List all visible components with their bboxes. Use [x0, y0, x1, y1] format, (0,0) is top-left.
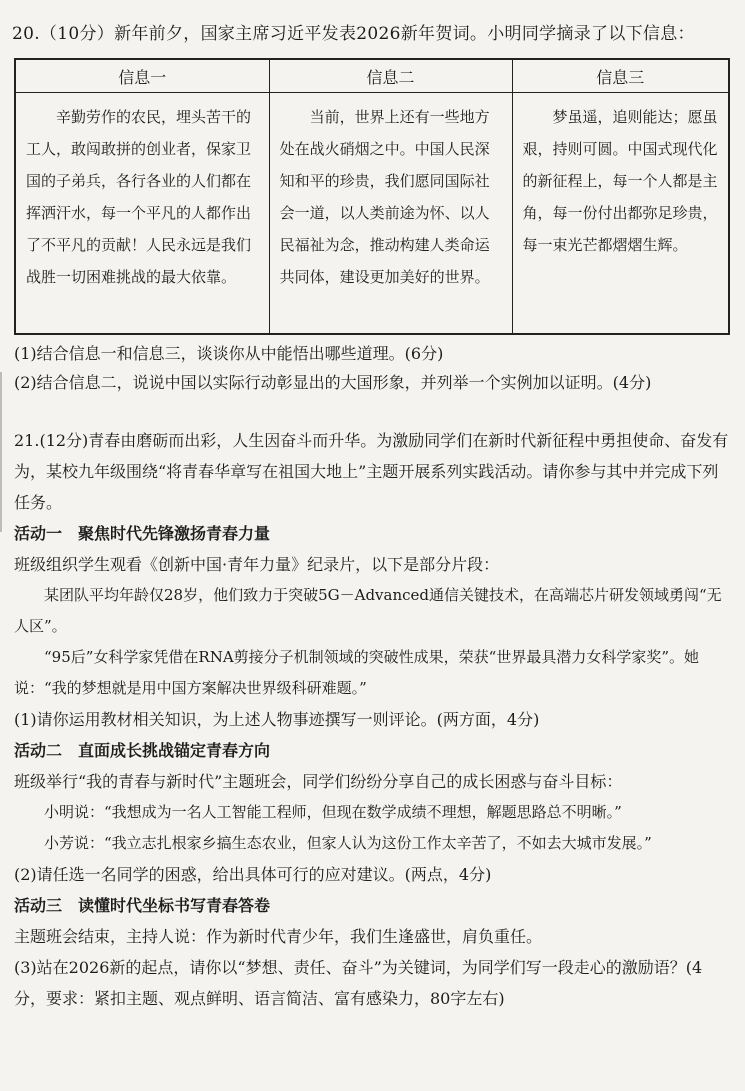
- activity-3-desc: 主题班会结束，主持人说：作为新时代青少年，我们生逢盛世，肩负重任。: [14, 927, 543, 946]
- q20-sub-question-2: (2)结合信息二，说说中国以实际行动彰显出的大国形象，并列举一个实例加以证明。(4分): [14, 373, 652, 392]
- activity-3-title: 活动三 读懂时代坐标书写青春答卷: [14, 896, 271, 915]
- q20-sub-question-1: (1)结合信息一和信息三，谈谈你从中能悟出哪些道理。(6分): [14, 344, 444, 363]
- activity-1-passage-1: 某团队平均年龄仅28岁，他们致力于突破5G－Advanced通信关键技术，在高端芯片研发领域勇闯“无人区”。: [14, 586, 722, 635]
- activity-1-passage-2: “95后”女科学家凭借在RNA剪接分子机制领域的突破性成果，荣获“世界最具潜力女科学家奖”。她说：“我的梦想就是用中国方案解决世界级科研难题。”: [14, 648, 700, 697]
- q21-block: [14, 425, 730, 1014]
- info-header-2: 信息二: [269, 59, 512, 93]
- info-cell-3: [512, 93, 729, 335]
- info-text-3: 梦虽遥，追则能达；愿虽艰，持则可圆。中国式现代化的新征程上，每一个人都是主角，每一份付出都弥足珍贵，每一束光芒都熠熠生辉。: [522, 108, 718, 254]
- info-table-header-row: [15, 59, 729, 93]
- question-21-intro: 21.(12分)青春由磨砺而出彩，人生因奋斗而升华。为激励同学们在新时代新征程中勇担使命、奋发有为，某校九年级围绕“将青春华章写在祖国大地上”主题开展系列实践活动。请你参与其中并完成下列任务。: [14, 431, 729, 512]
- activity-2-desc: 班级举行“我的青春与新时代”主题班会，同学们纷纷分享自己的成长困惑与奋斗目标：: [14, 772, 623, 791]
- activity-1-title: 活动一 聚焦时代先锋激扬青春力量: [14, 524, 271, 543]
- scan-edge-mark: [0, 372, 2, 532]
- activity-2-title: 活动二 直面成长挑战锚定青春方向: [14, 741, 271, 760]
- info-text-2: 当前，世界上还有一些地方处在战火硝烟之中。中国人民深知和平的珍贵，我们愿同国际社会一道，以人类前途为怀、以人民福祉为念，推动构建人类命运共同体，建设更加美好的世界。: [279, 108, 490, 286]
- info-cell-2: [269, 93, 512, 335]
- activity-1-question: (1)请你运用教材相关知识，为上述人物事迹撰写一则评论。(两方面，4分): [14, 710, 540, 729]
- info-table-body-row: [15, 93, 729, 335]
- activity-2-question: (2)请任选一名同学的困惑，给出具体可行的应对建议。(两点，4分): [14, 865, 492, 884]
- question-20-title: 20.（10分）新年前夕，国家主席习近平发表2026新年贺词。小明同学摘录了以下信息：: [12, 24, 695, 44]
- activity-1-desc: 班级组织学生观看《创新中国·青年力量》纪录片，以下是部分片段：: [14, 555, 500, 574]
- activity-3-question: (3)站在2026新的起点，请你以“梦想、责任、奋斗”为关键词，为同学们写一段走心的激励语？(4分，要求：紧扣主题、观点鲜明、语言简洁、富有感染力，80字左右): [14, 958, 703, 1008]
- info-text-1: 辛勤劳作的农民，埋头苦干的工人，敢闯敢拼的创业者，保家卫国的子弟兵，各行各业的人们都在挥洒汗水，每一个平凡的人都作出了不平凡的贡献！人民永远是我们战胜一切困难挑战的最大依靠。: [26, 108, 252, 286]
- info-cell-1: [15, 93, 269, 335]
- info-table: [14, 58, 730, 335]
- info-header-3: 信息三: [512, 59, 729, 93]
- info-header-1: 信息一: [15, 59, 269, 93]
- activity-2-passage-1: 小明说：“我想成为一名人工智能工程师，但现在数学成绩不理想，解题思路总不明晰。”: [44, 803, 622, 821]
- activity-2-passage-2: 小芳说：“我立志扎根家乡搞生态农业，但家人认为这份工作太辛苦了，不如去大城市发展。”: [44, 834, 652, 852]
